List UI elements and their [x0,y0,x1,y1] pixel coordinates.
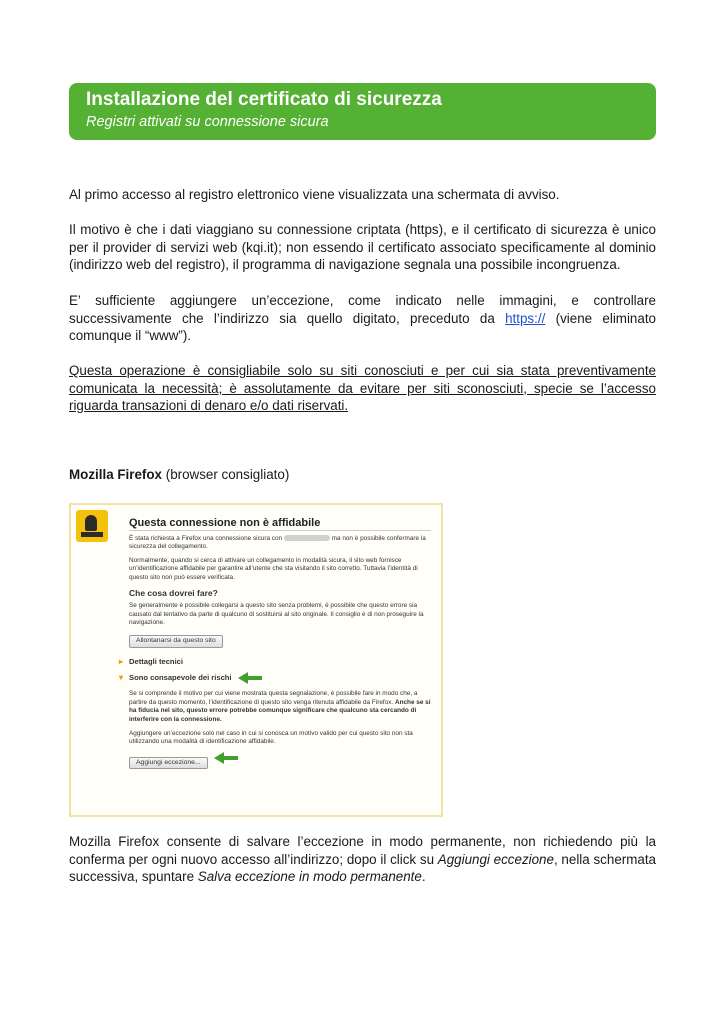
screenshot-intro-b: ma non è possibile confermare la sicurezza del collegamento. [129,534,426,551]
permanent-text-b: , nella schermata successiva, spuntare [69,851,656,884]
screenshot-what-text: Se generalmente è possibile collegarsi a questo sito senza problemi, è possibile che questo errore sia causato dal tentativo da parte di qualcuno di sostituirsi al sito originale. Il consiglio è di non proseguire la navigazione. [129,602,424,627]
collapse-bullet-icon: ▾ [119,672,124,682]
firefox-warning-screenshot [69,503,443,817]
add-exception-button[interactable]: Aggiungi eccezione... [129,757,208,770]
permanent-text-a: Mozilla Firefox consente di salvare l’eccezione in modo permanente, non richiedendo più la conferma per ogni nuovo accesso all’indirizzo; dopo il click su [69,834,656,867]
screenshot-normal-text: Normalmente, quando si cerca di attivare un collegamento in modalità sicura, il sito web fornisce un’identificazione affidabile per garantire all’utente che sta visitando il sito corretto. Tuttavia l’identità di questo sito non può essere verificata. [129,556,418,581]
screenshot-exception-text: Aggiungere un’eccezione solo nel caso in cui si conosca un motivo valido per cui questo sito non sta utilizzando una modalità di identificazione affidabile. [129,729,413,746]
page-subtitle: Registri attivati su connessione sicura [86,114,329,130]
section-header [69,83,656,140]
paragraph-permanent [69,833,656,886]
screenshot-intro [129,535,431,552]
firefox-heading-rest: (browser consigliato) [162,467,290,482]
green-arrow-icon [214,752,224,764]
paragraph-exception-text: E’ sufficiente aggiungere un’eccezione, come indicato nelle immagini, e controllare successivamente che l’indirizzo sia quello digitato, preceduto da [69,293,656,326]
screenshot-what-title: Che cosa dovrei fare? [129,587,218,598]
save-permanent-em: Salva eccezione in modo permanente [197,869,422,884]
tech-details-label: Dettagli tecnici [129,656,184,666]
paragraph-warning [69,362,656,415]
https-link[interactable]: https:// [505,310,546,326]
page-title: Installazione del certificato di sicurezza [86,89,442,110]
tech-details-toggle[interactable] [119,658,431,667]
add-exception-row [129,752,431,776]
screenshot-risks-text-b: Anche se si ha fiducia nel sito, questo errore potrebbe comunque significare che qualcuno sta cercando di interferire con la connessione. [129,698,431,723]
blurred-domain [284,535,330,541]
risks-label: Sono consapevole dei rischi [129,672,232,682]
warning-text: Questa operazione è consigliabile solo su siti conosciuti e per cui sia stata preventivamente comunicata la necessità; è assolutamente da evitare per siti sconosciuti, specie se l’accesso riguarda transazioni di denaro e/o dati riservati. [69,363,656,413]
add-exception-em: Aggiungi eccezione [437,851,554,867]
paragraph-exception-text-end: (viene eliminato comunque il “www”). [69,310,656,343]
paragraph-exception [69,292,656,345]
firefox-heading [69,467,289,482]
screenshot-title: Questa connessione non è affidabile [129,519,431,531]
paragraph-reason: Il motivo è che i dati viaggiano su connessione criptata (https), e il certificato di sicurezza è unico per il provider di servizi web (kqi.it); non essendo il certificato associato specificamente al dominio (indirizzo web del registro), il programma di navigazione segnala una possibile incongruenza. [69,222,656,272]
screenshot-risks-text [129,690,431,724]
paragraph-intro: Al primo accesso al registro elettronico viene visualizzata una schermata di avviso. [69,187,560,202]
risks-toggle[interactable] [119,672,431,684]
screenshot-risks-text-a: Se si comprende il motivo per cui viene mostrata questa segnalazione, è possibile fare in modo che, a partire da questo momento, l’identificazione di questo sito venga ritenuta affidabile da Firefox. [129,690,418,706]
green-arrow-icon [238,672,248,684]
leave-site-button[interactable]: Allontanarsi da questo sito [129,635,223,648]
permanent-text-c: . [421,869,426,884]
firefox-heading-bold: Mozilla Firefox [69,467,163,482]
expand-bullet-icon: ▸ [119,656,124,666]
screenshot-intro-a: È stata richiesta a Firefox una connessione sicura con [129,534,284,542]
